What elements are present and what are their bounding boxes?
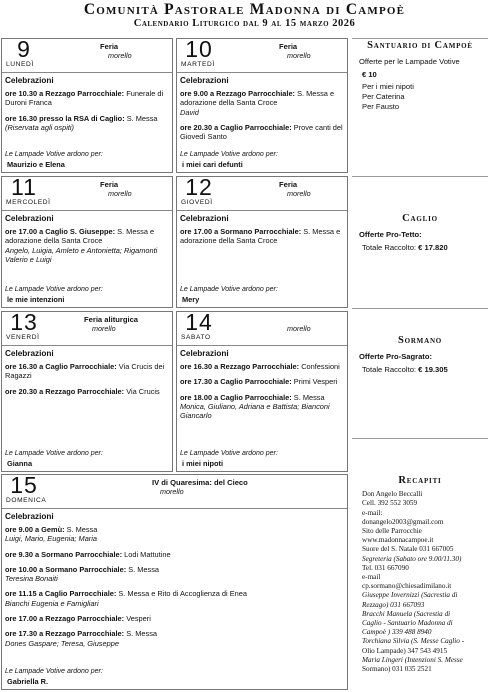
- sormano-total-label: Totale Raccolto:: [362, 365, 417, 375]
- day-type: Feria: [100, 180, 119, 189]
- contact-line: Bracchi Manuela (Sacrestia di: [362, 609, 451, 618]
- contact-line: www.madonnacampoe.it: [362, 536, 434, 545]
- lamp-name: le mie intenzioni: [7, 294, 65, 304]
- day-weekday: LUNEDÌ: [6, 61, 34, 68]
- liturgical-color: morello: [287, 189, 311, 198]
- celebrazioni-label: Celebrazioni: [180, 214, 229, 223]
- liturgical-color: morello: [108, 189, 132, 198]
- page-title: Comunità Pastorale Madonna di Campoè: [83, 1, 406, 18]
- day-header: [177, 39, 347, 73]
- lamp-votive: [5, 449, 103, 469]
- contact-line: Caglio - Santuario Madonna di: [362, 619, 453, 628]
- liturgical-color: morello: [287, 51, 311, 60]
- event: [180, 123, 344, 142]
- day-weekday: MARTEDÌ: [181, 61, 215, 68]
- event-note: Monica, Giuliano, Adriana e Battista; Bianconi Giancarlo: [180, 401, 330, 421]
- event-place: ore 9.00 a Gemù:: [5, 525, 65, 534]
- caglio-title: Caglio: [402, 213, 438, 224]
- event: [5, 565, 344, 584]
- event-place: ore 17.30 a Caglio Parrocchiale:: [180, 377, 292, 387]
- celebrazioni-label: Celebrazioni: [180, 349, 229, 358]
- lamp-votive: [5, 667, 103, 687]
- day-number: 13: [10, 311, 38, 335]
- event-note: Dones Gaspare; Teresa, Giuseppe: [5, 638, 119, 648]
- contact-line: Cell. 392 552 3059: [362, 499, 418, 508]
- event: [5, 589, 344, 608]
- event-place: ore 20.30 a Rezzago Parrocchiale:: [5, 386, 125, 396]
- recapiti-section: [356, 476, 484, 674]
- contact-line: Rezzago) 031 667093: [362, 600, 425, 609]
- day-box: [1, 311, 173, 472]
- lamp-label: Le Lampade Votive ardono per:: [5, 450, 103, 458]
- day-weekday: GIOVEDÌ: [181, 199, 213, 206]
- santuario-amount: € 10: [362, 70, 377, 80]
- day-type: Feria aliturgica: [84, 315, 139, 324]
- caglio-total-value: € 17.820: [418, 243, 448, 253]
- day-weekday: VENERDÌ: [6, 334, 40, 341]
- event-text: S. Messa: [291, 392, 325, 402]
- event-text: S. Messa e adorazione della Santa Croce: [180, 89, 335, 108]
- event: [5, 89, 169, 108]
- day-header: [2, 177, 172, 211]
- event-place: ore 20.30 a Caglio Parrocchiale:: [180, 122, 292, 132]
- event-place: ore 9.00 a Rezzago Parrocchiale:: [180, 89, 296, 98]
- event-place: ore 17.00 a Caglio S. Giuseppe:: [5, 227, 116, 236]
- lamp-label: Le Lampade Votive ardono per:: [180, 450, 278, 458]
- event-place: ore 16.30 a Rezzago Parrocchiale:: [180, 362, 300, 371]
- event: [180, 89, 344, 117]
- lamp-label: Le Lampade Votive ardono per:: [180, 151, 278, 159]
- contact-line: Olio Lampade) 347 543 4915: [362, 646, 448, 655]
- santuario-item: Per Fausto: [362, 102, 400, 112]
- event-place: ore 17.30 a Rezzago Parrocchiale:: [5, 629, 125, 639]
- lamp-label: Le Lampade Votive ardono per:: [5, 151, 103, 159]
- celebrazioni-label: Celebrazioni: [5, 349, 54, 358]
- event-place: ore 18.00 a Caglio Parrocchiale:: [180, 392, 292, 402]
- sormano-section: [356, 336, 484, 376]
- event-note: Teresina Bonaiti: [5, 574, 58, 584]
- event-text: S. Messa: [64, 525, 98, 534]
- event: [180, 393, 344, 421]
- event: [180, 362, 344, 371]
- event-text: S. Messa: [124, 629, 157, 639]
- day-number: 9: [17, 38, 31, 62]
- event: [5, 387, 169, 396]
- event-note: (Riservata agli ospiti): [5, 122, 75, 132]
- santuario-item: Per i miei nipoti: [362, 81, 414, 91]
- contact-line: Campoè ) 339 488 8940: [362, 628, 432, 637]
- lamp-votive: [5, 150, 103, 170]
- day-type: IV di Quaresima: del Cieco: [152, 478, 248, 487]
- day-number: 10: [185, 38, 213, 62]
- liturgical-color: morello: [287, 324, 311, 333]
- sormano-total-value: € 19.305: [418, 365, 448, 375]
- caglio-total-label: Totale Raccolto:: [362, 243, 417, 253]
- contact-line: Suore del S. Natale 031 667005: [362, 545, 454, 554]
- day-box: [1, 38, 173, 173]
- event-text: Funerale di Duroni Franca: [5, 89, 164, 108]
- day-number: 11: [11, 176, 37, 200]
- lamp-name: Maurizio e Elena: [7, 159, 65, 169]
- contact-line: Segreteria (Sabato ore 9.00/11.30): [362, 554, 462, 563]
- event-place: ore 10.30 a Rezzago Parrocchiale:: [5, 89, 125, 98]
- event-note: Bianchi Eugenia e Famigliari: [5, 598, 99, 608]
- liturgical-color: morello: [160, 487, 184, 496]
- event-text: Via Crucis: [124, 386, 160, 396]
- contact-line: cp.sormano@chiesadimilano.it: [362, 582, 452, 591]
- event-text: Prove canti del Giovedì Santo: [180, 122, 343, 142]
- event-place: ore 17.00 a Sormano Parrocchiale:: [180, 227, 302, 236]
- contact-line: Giuseppe Invernizzi (Sacrestia di: [362, 591, 458, 600]
- lamp-name: i miei cari defunti: [182, 159, 243, 169]
- sormano-total: [362, 365, 484, 375]
- lamp-votive: [5, 285, 103, 305]
- event: [5, 525, 344, 544]
- event: [180, 377, 344, 386]
- day-weekday: SABATO: [181, 334, 211, 341]
- caglio-total: [362, 243, 484, 253]
- event-text: Via Crucis dei Ragazzi: [5, 362, 165, 381]
- lamp-label: Le Lampade Votive ardono per:: [5, 668, 103, 676]
- day-header: [2, 39, 172, 73]
- day-weekday: MERCOLEDÌ: [6, 199, 51, 206]
- day-header: [2, 312, 172, 346]
- page-header: [0, 0, 489, 30]
- day-header: [2, 475, 347, 509]
- lamp-name: i miei nipoti: [182, 458, 224, 468]
- contact-line: donangelo2003@gmail.com: [362, 517, 444, 526]
- day-type: Feria: [279, 42, 298, 51]
- event: [5, 227, 169, 264]
- day-weekday: DOMENICA: [6, 497, 47, 504]
- lamp-votive: [180, 150, 278, 170]
- event-place: ore 11.15 a Caglio Parrocchiale:: [5, 589, 117, 599]
- day-number: 12: [185, 176, 213, 200]
- event: [180, 227, 344, 246]
- event-note: Angelo, Luigia, Amleto e Antonietta; Rigamonti Valerio e Luigi: [5, 245, 158, 264]
- lamp-votive: [180, 285, 278, 305]
- event-text: S. Messa e adorazione della Santa Croce: [180, 227, 341, 246]
- event: [5, 114, 169, 133]
- caglio-section: [356, 214, 484, 254]
- sormano-title: Sormano: [397, 335, 443, 346]
- lamp-label: Le Lampade Votive ardono per:: [180, 286, 278, 294]
- liturgical-color: morello: [108, 51, 132, 60]
- event: [5, 550, 344, 559]
- event: [5, 629, 344, 648]
- contact-line: e-mail:: [362, 508, 383, 517]
- day-box: [176, 311, 348, 472]
- day-number: 15: [10, 474, 38, 498]
- sormano-line: Offerte Pro-Sagrato:: [359, 352, 432, 362]
- divider: [352, 438, 488, 439]
- caglio-line: Offerte Pro-Tetto:: [359, 230, 422, 240]
- santuario-item: Per Caterina: [362, 91, 405, 101]
- event-text: Primi Vesperi: [291, 377, 338, 387]
- event-note: David: [180, 107, 199, 117]
- event-text: S. Messa: [126, 564, 160, 574]
- lamp-name: Mery: [182, 294, 200, 304]
- day-header: [177, 312, 347, 346]
- event: [5, 362, 169, 381]
- celebrazioni-label: Celebrazioni: [5, 214, 54, 223]
- divider: [352, 38, 488, 39]
- event: [5, 614, 344, 623]
- day-number: 14: [185, 311, 213, 335]
- contact-line: Sito delle Parrocchie: [362, 527, 422, 536]
- event-text: Vesperi: [124, 614, 151, 624]
- event-place: ore 10.00 a Sormano Parrocchiale:: [5, 564, 127, 574]
- divider: [352, 176, 488, 177]
- santuario-line: Offerte per le Lampade Votive: [359, 57, 460, 67]
- celebrazioni-label: Celebrazioni: [5, 512, 54, 521]
- day-box: [176, 176, 348, 308]
- celebrazioni-label: Celebrazioni: [180, 76, 229, 85]
- santuario-title: Santuario di Campoè: [367, 40, 473, 51]
- event-note: Luigi, Mario, Eugenia; Maria: [5, 534, 98, 544]
- event-place: ore 17.00 a Rezzago Parrocchiale:: [5, 614, 125, 624]
- lamp-name: Gianna: [7, 458, 33, 468]
- contact-line: Maria Lingeri (Intenzioni S. Messe: [362, 655, 463, 664]
- day-box: [176, 38, 348, 173]
- day-box: [1, 474, 348, 690]
- recapiti-title: Recapiti: [398, 475, 442, 486]
- event-text: S. Messa e Rito di Accoglienza di Enea: [116, 589, 247, 599]
- lamp-label: Le Lampade Votive ardono per:: [5, 286, 103, 294]
- contact-line: Sormano) 031 035 2521: [362, 665, 432, 674]
- day-header: [177, 177, 347, 211]
- day-type: Feria: [279, 180, 298, 189]
- contact-line: e-mail: [362, 573, 381, 582]
- day-type: Feria: [100, 42, 119, 51]
- lamp-votive: [180, 449, 278, 469]
- event-place: ore 16.30 presso la RSA di Caglio:: [5, 113, 125, 123]
- day-box: [1, 176, 173, 308]
- recapiti-list: [362, 490, 484, 674]
- lamp-name: Gabriella R.: [7, 676, 49, 686]
- divider: [352, 308, 488, 309]
- contact-line: Don Angelo Beccalli: [362, 490, 423, 499]
- celebrazioni-label: Celebrazioni: [5, 76, 54, 85]
- event-place: ore 9.30 a Sormano Parrocchiale:: [5, 549, 123, 559]
- contact-line: Torchiana Silvia (S. Messe Caglio -: [362, 637, 465, 646]
- event-text: Lodi Mattutine: [122, 549, 171, 559]
- contact-line: Tel. 031 667090: [362, 563, 409, 572]
- page-subtitle: Calendario Liturgico dal 9 al 15 marzo 2026: [133, 18, 356, 29]
- santuario-section: [356, 41, 484, 112]
- event-text: Confessioni: [299, 362, 340, 371]
- event-text: S. Messa e adorazione della Santa Croce: [5, 227, 155, 246]
- event-place: ore 16.30 a Caglio Parrocchiale:: [5, 362, 117, 371]
- liturgical-color: morello: [92, 324, 116, 333]
- event-text: S. Messa: [124, 113, 158, 123]
